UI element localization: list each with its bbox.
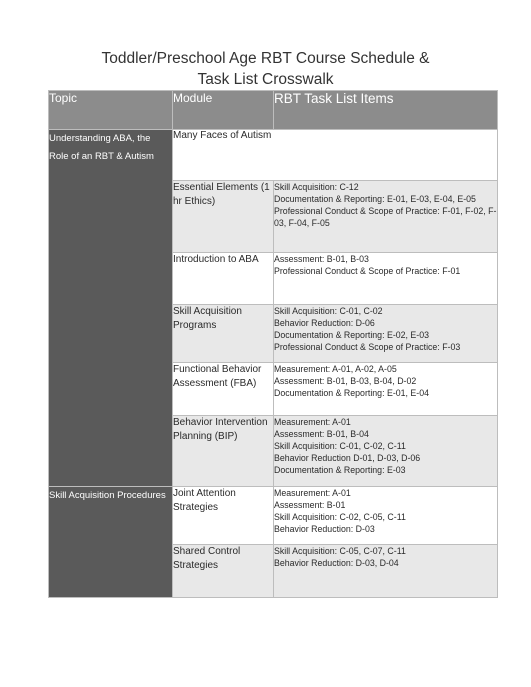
task-item: Documentation & Reporting: E-01, E-03, E-04, E-05 xyxy=(274,194,476,204)
task-item: Measurement: A-01, A-02, A-05 xyxy=(274,364,397,374)
task-items-cell xyxy=(274,305,498,363)
header-row xyxy=(49,91,498,130)
table-row xyxy=(49,487,498,545)
task-item: Skill Acquisition: C-12 xyxy=(274,182,359,192)
task-items-cell xyxy=(274,545,498,598)
title-line-1: Toddler/Preschool Age RBT Course Schedule & xyxy=(101,50,430,67)
task-item: Measurement: A-01 xyxy=(274,417,351,427)
task-items-cell xyxy=(274,416,498,487)
task-item: Documentation & Reporting: E-02, E-03 xyxy=(274,330,430,340)
document-title xyxy=(0,48,531,90)
crosswalk-table xyxy=(48,90,498,598)
task-item: Skill Acquisition: C-01, C-02 xyxy=(274,306,383,316)
task-item: Behavior Reduction: D-03, D-04 xyxy=(274,558,399,568)
module-cell: Functional Behavior Assessment (FBA) xyxy=(173,363,274,416)
task-item: Behavior Reduction: D-03 xyxy=(274,524,375,534)
module-cell: Shared Control Strategies xyxy=(173,545,274,598)
topic-cell: Skill Acquisition Procedures xyxy=(49,487,173,598)
module-cell: Joint Attention Strategies xyxy=(173,487,274,545)
task-item: Assessment: B-01 xyxy=(274,500,346,510)
task-item: Documentation & Reporting: E-03 xyxy=(274,465,406,475)
table-row xyxy=(49,130,498,181)
task-item: Behavior Reduction D-01, D-03, D-06 xyxy=(274,453,421,463)
module-cell: Behavior Intervention Planning (BIP) xyxy=(173,416,274,487)
task-item: Assessment: B-01, B-03 xyxy=(274,254,369,264)
header-module: Module xyxy=(173,91,274,130)
task-item: Behavior Reduction: D-06 xyxy=(274,318,375,328)
task-item: Skill Acquisition: C-02, C-05, C-11 xyxy=(274,512,406,522)
task-items-cell xyxy=(274,181,498,253)
module-cell: Skill Acquisition Programs xyxy=(173,305,274,363)
header-topic: Topic xyxy=(49,91,173,130)
topic-cell: Understanding ABA, the Role of an RBT & Autism xyxy=(49,130,173,487)
task-item: Skill Acquisition: C-05, C-07, C-11 xyxy=(274,546,406,556)
task-item: Professional Conduct & Scope of Practice: F-01, F-02, F-03, F-04, F-05 xyxy=(274,206,497,228)
module-cell: Introduction to ABA xyxy=(173,253,274,305)
task-item: Professional Conduct & Scope of Practice: F-03 xyxy=(274,342,461,352)
title-line-2: Task List Crosswalk xyxy=(197,71,334,88)
task-item: Documentation & Reporting: E-01, E-04 xyxy=(274,388,430,398)
task-items-cell xyxy=(274,363,498,416)
task-items-cell xyxy=(274,253,498,305)
module-cell: Essential Elements (1 hr Ethics) xyxy=(173,181,274,253)
task-item: Assessment: B-01, B-03, B-04, D-02 xyxy=(274,376,417,386)
task-item: Skill Acquisition: C-01, C-02, C-11 xyxy=(274,441,406,451)
task-item: Assessment: B-01, B-04 xyxy=(274,429,369,439)
task-items-cell xyxy=(274,487,498,545)
task-item: Measurement: A-01 xyxy=(274,488,351,498)
header-task-list-items: RBT Task List Items xyxy=(274,91,498,130)
section-title: Many Faces of Autism xyxy=(173,130,498,181)
task-item: Professional Conduct & Scope of Practice: F-01 xyxy=(274,266,461,276)
